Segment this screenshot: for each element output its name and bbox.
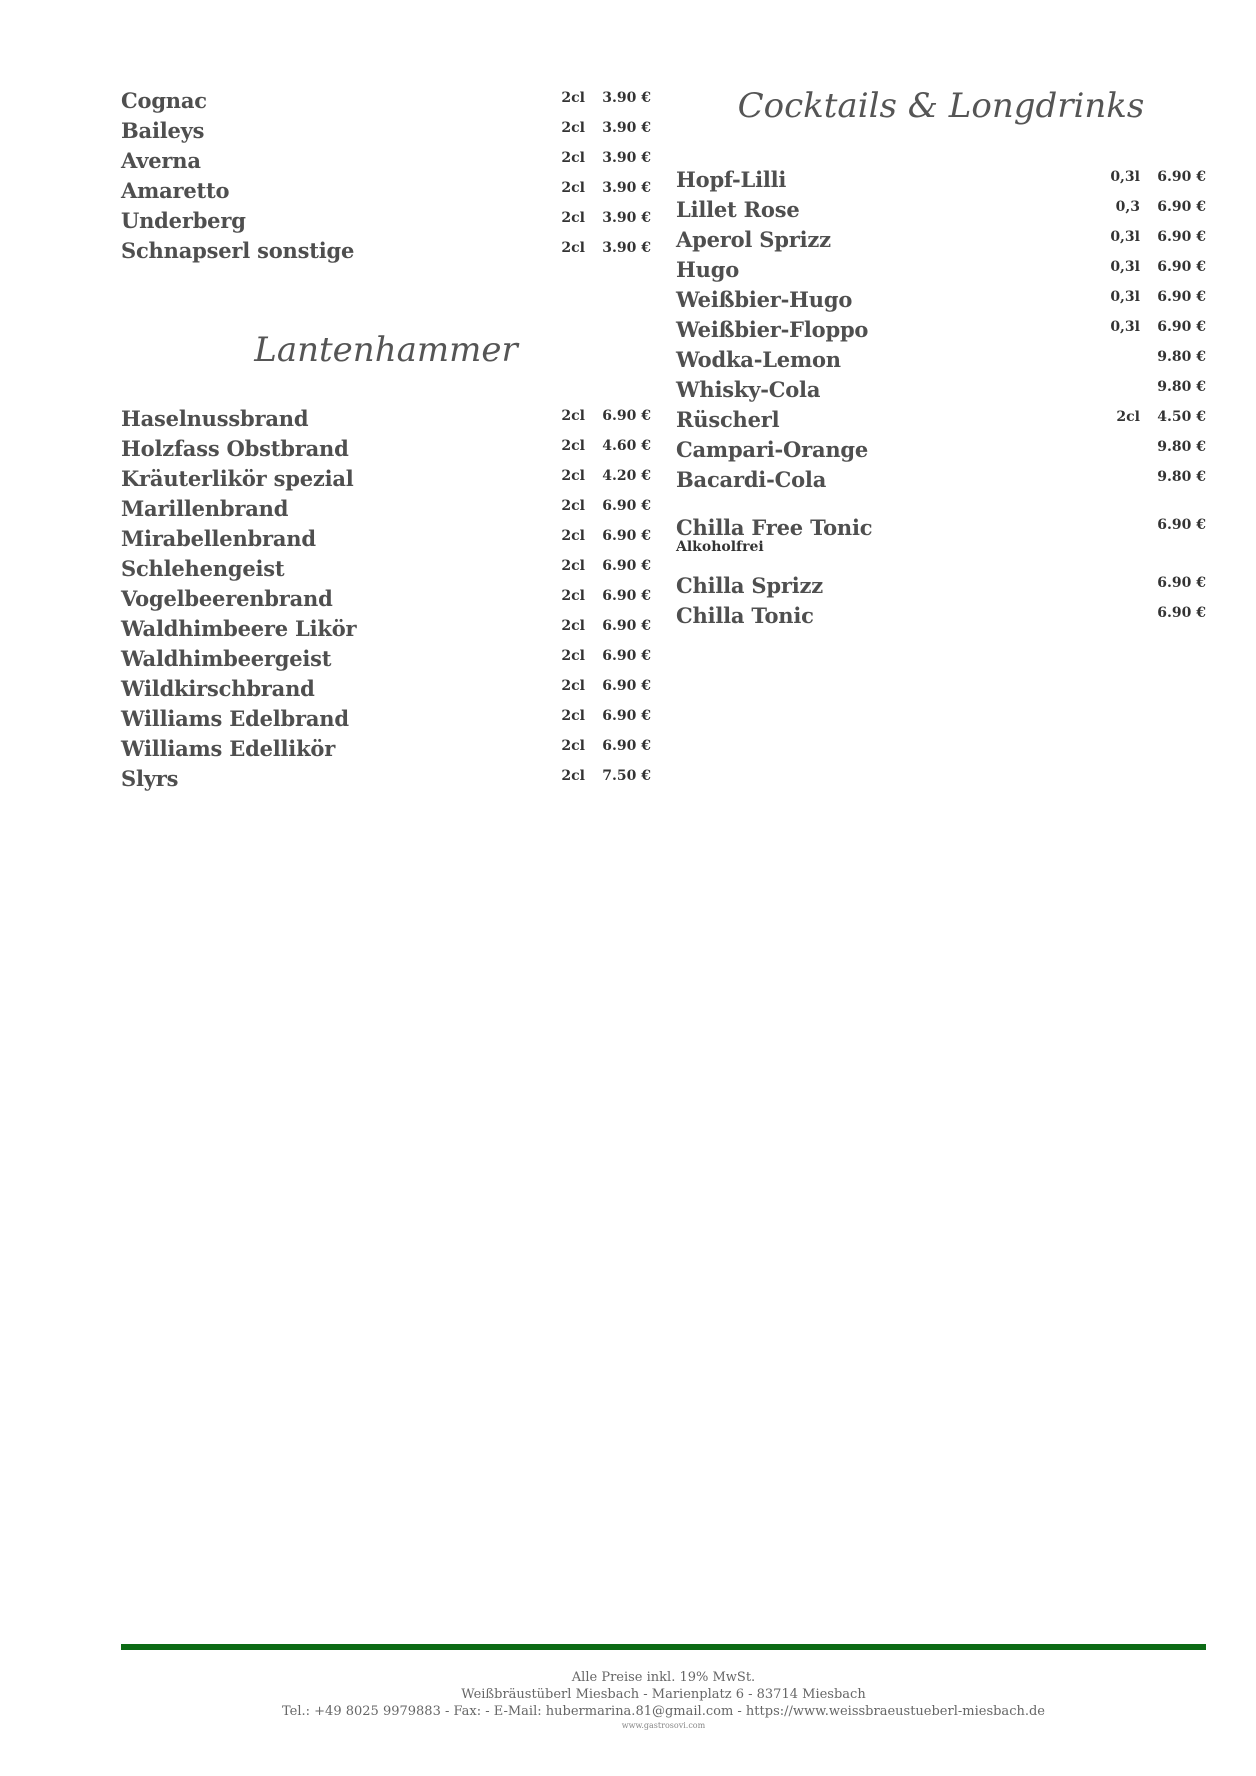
item-subtitle: Alkoholfrei	[676, 539, 764, 555]
item-name: Chilla Sprizz	[676, 573, 823, 598]
menu-item	[676, 437, 1206, 467]
menu-item	[676, 407, 1206, 437]
item-price: 6.90 €	[1157, 289, 1206, 305]
menu-item	[121, 436, 651, 466]
item-name: Whisky-Cola	[676, 377, 821, 402]
item-size: 0,3l	[1110, 259, 1140, 275]
item-price: 6.90 €	[602, 648, 651, 664]
item-name: Chilla Tonic	[676, 603, 814, 628]
item-price: 9.80 €	[1157, 379, 1206, 395]
item-size: 2cl	[561, 678, 585, 694]
item-size: 2cl	[561, 150, 585, 166]
item-name: Waldhimbeere Likör	[121, 616, 357, 641]
item-name: Wildkirschbrand	[121, 676, 315, 701]
item-name: Kräuterlikör spezial	[121, 466, 354, 491]
item-price: 4.50 €	[1157, 409, 1206, 425]
item-name: Cognac	[121, 88, 207, 113]
item-price: 6.90 €	[602, 498, 651, 514]
item-size: 2cl	[561, 210, 585, 226]
item-name: Campari-Orange	[676, 437, 869, 462]
item-price: 6.90 €	[1157, 319, 1206, 335]
item-price: 3.90 €	[602, 210, 651, 226]
item-price: 3.90 €	[602, 120, 651, 136]
item-size: 2cl	[561, 768, 585, 784]
footer-contact: Tel.: +49 8025 9979883 - Fax: - E-Mail: hubermarina.81@gmail.com - https://www.weissbraeustueberl-miesbach.de	[282, 1704, 1045, 1719]
section-title-cocktails: Cocktails & Longdrinks	[737, 86, 1145, 126]
item-name: Schnapserl sonstige	[121, 238, 355, 263]
footer-vat-note: Alle Preise inkl. 19% MwSt.	[571, 1670, 756, 1685]
item-name: Marillenbrand	[121, 496, 289, 521]
item-size: 2cl	[561, 738, 585, 754]
item-price: 4.60 €	[602, 438, 651, 454]
item-name: Williams Edelbrand	[121, 706, 349, 731]
menu-item	[121, 406, 651, 436]
item-name: Averna	[121, 148, 201, 173]
menu-item	[121, 736, 651, 766]
item-name: Waldhimbeergeist	[121, 646, 332, 671]
item-size: 2cl	[561, 558, 585, 574]
item-size: 2cl	[561, 648, 585, 664]
menu-item	[121, 706, 651, 736]
item-name: Mirabellenbrand	[121, 526, 316, 551]
item-price: 6.90 €	[602, 708, 651, 724]
item-size: 2cl	[561, 90, 585, 106]
menu-item	[676, 197, 1206, 227]
menu-item	[121, 466, 651, 496]
item-price: 6.90 €	[1157, 605, 1206, 621]
item-name: Aperol Sprizz	[676, 227, 831, 252]
item-price: 6.90 €	[602, 618, 651, 634]
item-name: Hugo	[676, 257, 739, 282]
footer-credit: www.gastrosovi.com	[621, 1721, 706, 1730]
menu-item-schnapserl	[121, 238, 651, 268]
item-price: 3.90 €	[602, 240, 651, 256]
item-price: 6.90 €	[602, 408, 651, 424]
item-size: 2cl	[561, 438, 585, 454]
item-price: 6.90 €	[602, 528, 651, 544]
menu-item	[676, 317, 1206, 347]
footer-divider	[121, 1644, 1206, 1650]
menu-item	[121, 646, 651, 676]
menu-item	[121, 676, 651, 706]
item-name: Rüscherl	[676, 407, 780, 432]
item-name: Williams Edellikör	[121, 736, 336, 761]
menu-item	[676, 377, 1206, 407]
menu-item-chilla-sprizz	[676, 573, 1206, 603]
item-price: 6.90 €	[1157, 229, 1206, 245]
item-name: Slyrs	[121, 766, 179, 791]
item-size: 2cl	[561, 528, 585, 544]
item-name: Weißbier-Floppo	[676, 317, 869, 342]
item-name: Underberg	[121, 208, 246, 233]
menu-item-cognac	[121, 88, 651, 118]
item-price: 6.90 €	[1157, 259, 1206, 275]
item-size: 2cl	[561, 120, 585, 136]
item-size: 2cl	[561, 240, 585, 256]
item-size: 2cl	[561, 588, 585, 604]
item-price: 6.90 €	[1157, 517, 1206, 533]
item-price: 6.90 €	[602, 558, 651, 574]
item-size: 0,3l	[1110, 319, 1140, 335]
footer-address: Weißbräustüberl Miesbach - Marienplatz 6 - 83714 Miesbach	[461, 1687, 866, 1702]
item-price: 9.80 €	[1157, 439, 1206, 455]
item-name: Holzfass Obstbrand	[121, 436, 349, 461]
item-price: 7.50 €	[602, 768, 651, 784]
item-name: Chilla Free Tonic	[676, 515, 873, 540]
item-size: 0,3	[1115, 199, 1140, 215]
item-size: 0,3l	[1110, 229, 1140, 245]
item-price: 6.90 €	[602, 678, 651, 694]
item-name: Bacardi-Cola	[676, 467, 827, 492]
item-name: Lillet Rose	[676, 197, 800, 222]
item-size: 2cl	[561, 180, 585, 196]
item-price: 9.80 €	[1157, 469, 1206, 485]
item-name: Weißbier-Hugo	[676, 287, 853, 312]
item-size: 2cl	[561, 708, 585, 724]
item-price: 3.90 €	[602, 150, 651, 166]
item-name: Haselnussbrand	[121, 406, 309, 431]
item-name: Vogelbeerenbrand	[121, 586, 333, 611]
item-size: 2cl	[561, 468, 585, 484]
menu-item-underberg	[121, 208, 651, 238]
menu-item-chilla-free-tonic	[676, 515, 1206, 559]
item-price: 6.90 €	[1157, 199, 1206, 215]
menu-item-baileys	[121, 118, 651, 148]
menu-item	[676, 257, 1206, 287]
item-name: Hopf-Lilli	[676, 167, 787, 192]
item-price: 6.90 €	[1157, 575, 1206, 591]
item-price: 6.90 €	[602, 588, 651, 604]
menu-item-averna	[121, 148, 651, 178]
item-size: 0,3l	[1110, 289, 1140, 305]
menu-item	[121, 496, 651, 526]
item-name: Baileys	[121, 118, 205, 143]
item-price: 6.90 €	[602, 738, 651, 754]
menu-item	[121, 526, 651, 556]
item-size: 2cl	[561, 618, 585, 634]
item-size: 2cl	[561, 408, 585, 424]
menu-item	[676, 347, 1206, 377]
item-size: 2cl	[561, 498, 585, 514]
menu-item	[121, 766, 651, 796]
item-price: 4.20 €	[602, 468, 651, 484]
item-price: 3.90 €	[602, 180, 651, 196]
item-name: Schlehengeist	[121, 556, 285, 581]
menu-item	[676, 467, 1206, 497]
menu-item	[121, 586, 651, 616]
item-size: 2cl	[1116, 409, 1140, 425]
menu-item	[676, 227, 1206, 257]
item-price: 6.90 €	[1157, 169, 1206, 185]
menu-item	[676, 167, 1206, 197]
item-price: 9.80 €	[1157, 349, 1206, 365]
item-name: Wodka-Lemon	[676, 347, 841, 372]
menu-item	[121, 556, 651, 586]
menu-item	[676, 287, 1206, 317]
section-title-lantenhammer: Lantenhammer	[254, 330, 518, 370]
menu-item	[121, 616, 651, 646]
item-size: 0,3l	[1110, 169, 1140, 185]
menu-item-chilla-tonic	[676, 603, 1206, 633]
item-name: Amaretto	[121, 178, 230, 203]
item-price: 3.90 €	[602, 90, 651, 106]
menu-item-amaretto	[121, 178, 651, 208]
